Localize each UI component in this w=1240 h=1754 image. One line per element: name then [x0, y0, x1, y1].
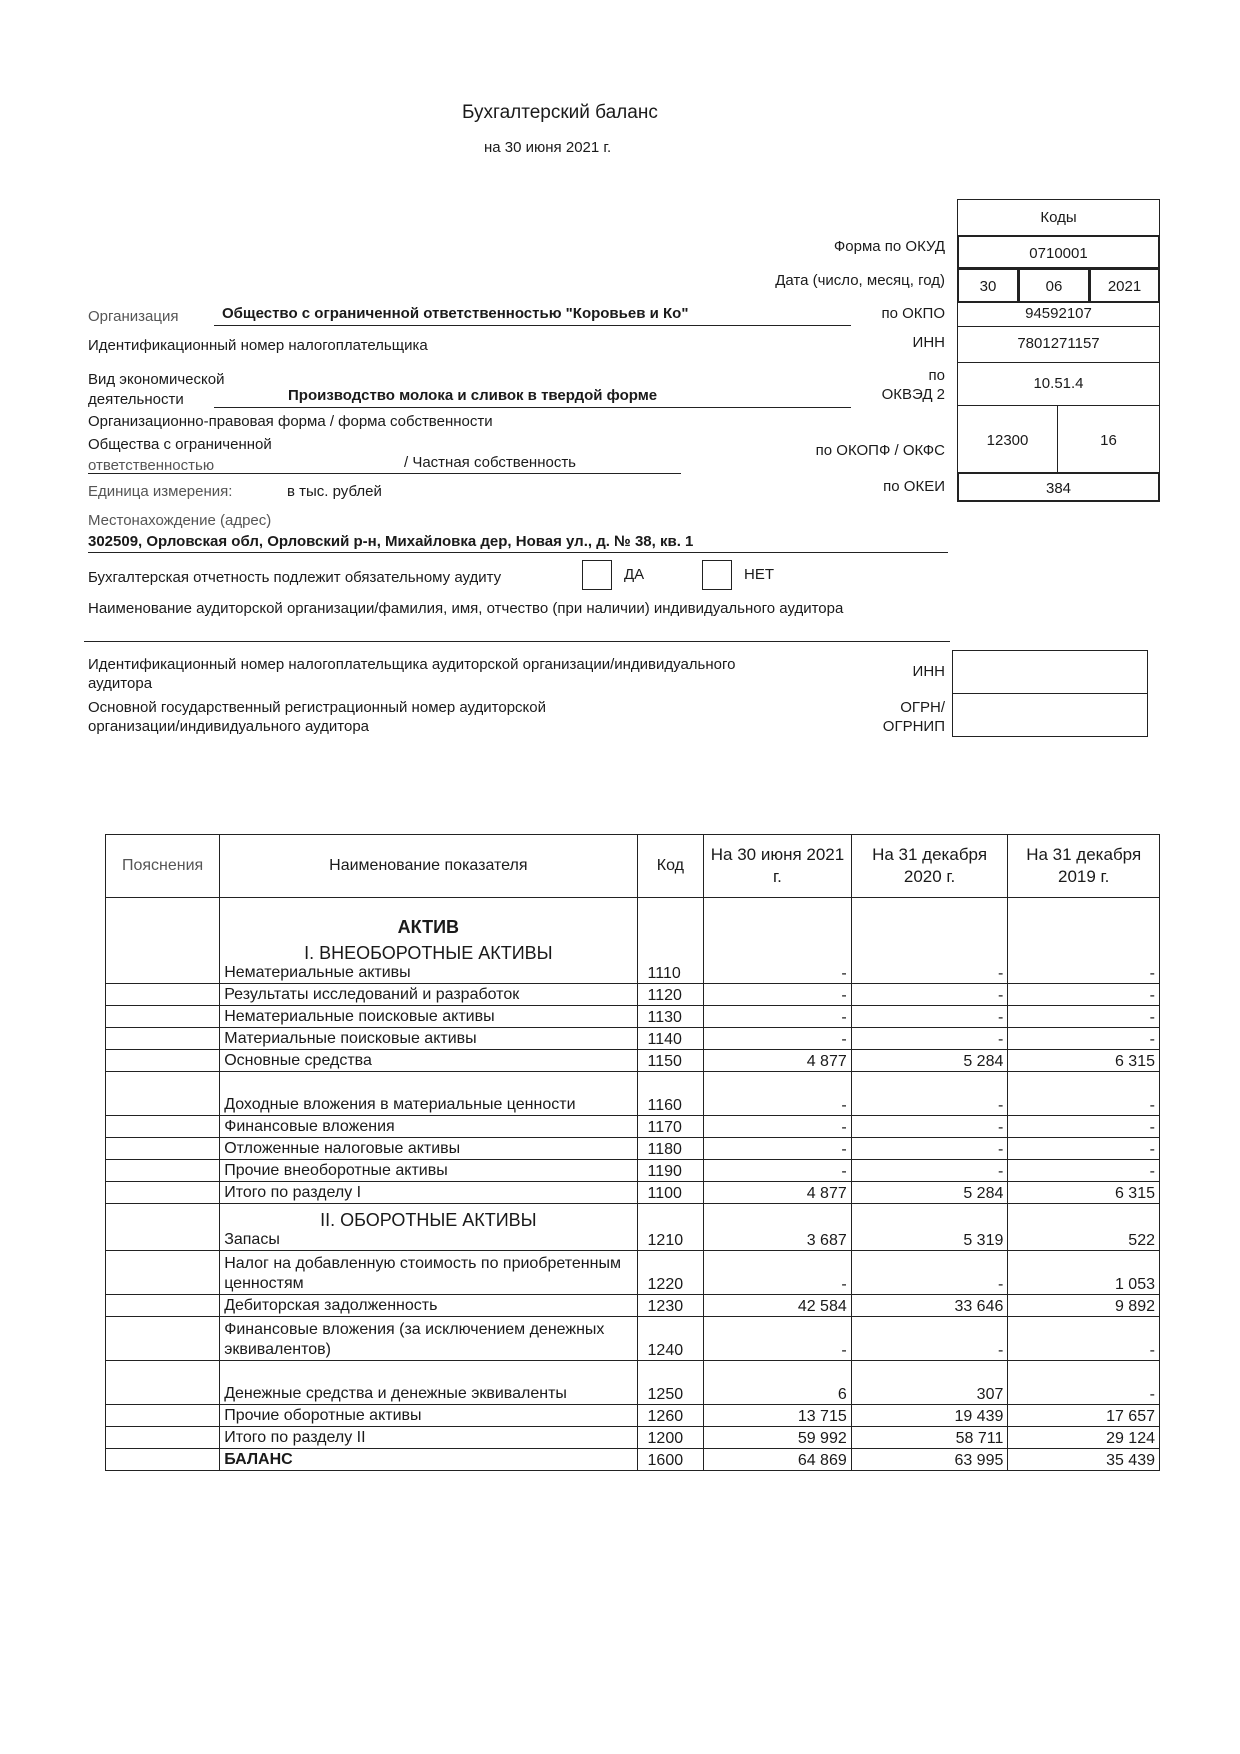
col-header-2019: На 31 декабря 2019 г.: [1008, 835, 1160, 898]
value-2020: 5 319: [851, 1204, 1008, 1251]
row-code: 1120: [637, 984, 704, 1006]
row-label: Основные средства: [224, 1052, 372, 1069]
value-2019: 1 053: [1008, 1251, 1160, 1295]
audit-yes-checkbox[interactable]: [582, 560, 612, 590]
row-label: Дебиторская задолженность: [224, 1297, 438, 1314]
org-name: Общество с ограниченной ответственностью "Коровьев и Ко": [222, 305, 689, 322]
value-2021: 6: [704, 1361, 852, 1405]
audit-yes-label: ДА: [624, 566, 645, 583]
date-day: 30: [957, 268, 1019, 303]
value-2021: -: [704, 1160, 852, 1182]
value-2020: 19 439: [851, 1405, 1008, 1427]
row-code: 1200: [637, 1427, 704, 1449]
auditor-inn-code-label: ИНН: [912, 663, 945, 680]
value-2020: -: [851, 1028, 1008, 1050]
value-2019: 29 124: [1008, 1427, 1160, 1449]
table-row: [106, 1050, 1160, 1072]
table-row: [106, 1116, 1160, 1138]
row-code: 1210: [637, 1204, 704, 1251]
date-month: 06: [1018, 268, 1090, 303]
notes-cell: [106, 1050, 220, 1072]
row-name: [220, 984, 637, 1006]
value-2021: -: [704, 1006, 852, 1028]
row-code: 1220: [637, 1251, 704, 1295]
inn-label: Идентификационный номер налогоплательщика: [88, 337, 428, 354]
inn-value: 7801271157: [957, 326, 1160, 363]
row-code: 1100: [637, 1182, 704, 1204]
codes-header: Коды: [957, 199, 1160, 236]
col-header-name: Наименование показателя: [220, 835, 637, 898]
row-name: [220, 1050, 637, 1072]
notes-cell: [106, 1072, 220, 1116]
table-row: [106, 1028, 1160, 1050]
table-row: [106, 984, 1160, 1006]
value-2019: 6 315: [1008, 1182, 1160, 1204]
ownership-value: / Частная собственность: [404, 454, 577, 471]
value-2021: -: [704, 1317, 852, 1361]
balance-table: [105, 834, 1160, 1471]
row-code: 1130: [637, 1006, 704, 1028]
value-2021: 64 869: [704, 1449, 852, 1471]
row-code: 1190: [637, 1160, 704, 1182]
value-2019: -: [1008, 1006, 1160, 1028]
value-2020: -: [851, 1317, 1008, 1361]
notes-cell: [106, 1449, 220, 1471]
table-row: [106, 1204, 1160, 1251]
okpo-label: по ОКПО: [881, 305, 945, 322]
value-2019: -: [1008, 984, 1160, 1006]
section-assets-title: АКТИВ: [397, 917, 460, 937]
row-name: [220, 1204, 637, 1251]
row-label: Прочие оборотные активы: [224, 1407, 422, 1424]
value-2020: 5 284: [851, 1182, 1008, 1204]
auditor-inn-field[interactable]: [952, 650, 1148, 694]
row-code: 1250: [637, 1361, 704, 1405]
okud-label: Форма по ОКУД: [833, 238, 945, 255]
value-2020: -: [851, 898, 1008, 984]
page-title: Бухгалтерский баланс: [462, 102, 658, 123]
value-2021: 3 687: [704, 1204, 852, 1251]
okved-value: 10.51.4: [957, 362, 1160, 406]
value-2019: -: [1008, 1072, 1160, 1116]
row-label: Итого по разделу I: [224, 1184, 362, 1201]
audit-question: Бухгалтерская отчетность подлежит обязательному аудиту: [88, 569, 502, 586]
notes-cell: [106, 1028, 220, 1050]
row-name: [220, 1116, 637, 1138]
row-name: [220, 898, 637, 984]
value-2020: -: [851, 1138, 1008, 1160]
activity-label: Вид экономической деятельности: [88, 371, 225, 408]
value-2020: -: [851, 984, 1008, 1006]
value-2021: 4 877: [704, 1050, 852, 1072]
table-row: [106, 1006, 1160, 1028]
table-row: [106, 1072, 1160, 1116]
row-code: 1230: [637, 1295, 704, 1317]
table-row: [106, 1138, 1160, 1160]
row-name: [220, 1317, 637, 1361]
row-label: Финансовые вложения (за исключением денежных эквивалентов): [224, 1321, 605, 1358]
date-label: Дата (число, месяц, год): [775, 272, 945, 289]
address-label: Местонахождение (адрес): [88, 512, 272, 529]
row-label: Денежные средства и денежные эквиваленты: [224, 1385, 567, 1402]
notes-cell: [106, 898, 220, 984]
table-row: [106, 1295, 1160, 1317]
notes-cell: [106, 984, 220, 1006]
notes-cell: [106, 1116, 220, 1138]
value-2019: -: [1008, 1361, 1160, 1405]
address-value: 302509, Орловская обл, Орловский р-н, Михайловка дер, Новая ул., д. № 38, кв. 1: [88, 533, 694, 550]
table-row: [106, 1361, 1160, 1405]
value-2021: -: [704, 1072, 852, 1116]
legal-form-label: Организационно-правовая форма / форма собственности: [88, 413, 493, 430]
row-name: [220, 1138, 637, 1160]
row-code: 1240: [637, 1317, 704, 1361]
okei-value: 384: [957, 472, 1160, 502]
notes-cell: [106, 1361, 220, 1405]
value-2021: 4 877: [704, 1182, 852, 1204]
row-code: 1140: [637, 1028, 704, 1050]
row-label: Нематериальные поисковые активы: [224, 1008, 495, 1025]
row-label: Финансовые вложения: [224, 1118, 395, 1135]
value-2020: 58 711: [851, 1427, 1008, 1449]
value-2019: -: [1008, 1028, 1160, 1050]
okved-label: по ОКВЭД 2: [881, 367, 945, 403]
row-code: 1260: [637, 1405, 704, 1427]
value-2019: 9 892: [1008, 1295, 1160, 1317]
notes-cell: [106, 1251, 220, 1295]
row-label: БАЛАНС: [224, 1451, 293, 1468]
row-label: Итого по разделу II: [224, 1429, 366, 1446]
org-label: Организация: [88, 308, 179, 325]
legal-form-value: Общества с ограниченной ответственностью: [88, 436, 272, 474]
okfs-value: 16: [1057, 405, 1160, 473]
table-row: [106, 1427, 1160, 1449]
value-2019: -: [1008, 898, 1160, 984]
value-2021: 59 992: [704, 1427, 852, 1449]
row-name: [220, 1361, 637, 1405]
activity-value: Производство молока и сливок в твердой форме: [288, 387, 658, 404]
value-2019: -: [1008, 1138, 1160, 1160]
value-2020: -: [851, 1160, 1008, 1182]
activity-underline: [214, 407, 851, 408]
value-2021: -: [704, 898, 852, 984]
row-code: 1180: [637, 1138, 704, 1160]
notes-cell: [106, 1317, 220, 1361]
row-label: Нематериальные активы: [224, 964, 411, 981]
row-name: [220, 1251, 637, 1295]
date-year: 2021: [1089, 268, 1160, 303]
value-2020: -: [851, 1116, 1008, 1138]
value-2021: -: [704, 984, 852, 1006]
table-row: [106, 898, 1160, 984]
row-name: [220, 1449, 637, 1471]
row-code: 1110: [637, 898, 704, 984]
row-code: 1170: [637, 1116, 704, 1138]
value-2020: 5 284: [851, 1050, 1008, 1072]
unit-label: Единица измерения:: [88, 483, 233, 500]
row-code: 1150: [637, 1050, 704, 1072]
auditor-ogrn-code-label: ОГРН/ ОГРНИП: [882, 699, 945, 735]
col-header-notes: Пояснения: [106, 835, 220, 898]
value-2020: -: [851, 1072, 1008, 1116]
audit-no-label: НЕТ: [744, 566, 774, 583]
okopf-label: по ОКОПФ / ОКФС: [815, 442, 945, 459]
notes-cell: [106, 1295, 220, 1317]
value-2021: -: [704, 1251, 852, 1295]
col-header-2021: На 30 июня 2021 г.: [704, 835, 852, 898]
col-header-code: Код: [637, 835, 704, 898]
auditor-name-underline: [84, 641, 950, 642]
okei-label: по ОКЕИ: [883, 478, 945, 495]
row-name: [220, 1160, 637, 1182]
okopf-value: 12300: [957, 405, 1058, 473]
table-row: [106, 1317, 1160, 1361]
row-name: [220, 1405, 637, 1427]
row-name: [220, 1006, 637, 1028]
row-code: 1160: [637, 1072, 704, 1116]
value-2021: -: [704, 1028, 852, 1050]
row-label: Доходные вложения в материальные ценности: [224, 1096, 576, 1113]
value-2019: -: [1008, 1317, 1160, 1361]
ownership-underline: [88, 473, 681, 474]
notes-cell: [106, 1160, 220, 1182]
org-name-underline: [214, 325, 851, 326]
table-header-row: [106, 835, 1160, 898]
row-label: Материальные поисковые активы: [224, 1030, 477, 1047]
value-2020: -: [851, 1006, 1008, 1028]
row-name: [220, 1427, 637, 1449]
row-label: Прочие внеоборотные активы: [224, 1162, 448, 1179]
section-2-title: II. ОБОРОТНЫЕ АКТИВЫ: [320, 1210, 537, 1230]
notes-cell: [106, 1138, 220, 1160]
col-header-2020: На 31 декабря 2020 г.: [851, 835, 1008, 898]
table-row: [106, 1405, 1160, 1427]
row-label: Запасы: [224, 1231, 280, 1248]
notes-cell: [106, 1204, 220, 1251]
row-name: [220, 1182, 637, 1204]
row-name: [220, 1295, 637, 1317]
row-name: [220, 1028, 637, 1050]
notes-cell: [106, 1006, 220, 1028]
value-2021: -: [704, 1116, 852, 1138]
notes-cell: [106, 1182, 220, 1204]
table-row: [106, 1182, 1160, 1204]
address-underline: [88, 552, 948, 553]
unit-value: в тыс. рублей: [287, 483, 382, 500]
value-2019: -: [1008, 1116, 1160, 1138]
notes-cell: [106, 1405, 220, 1427]
value-2021: 42 584: [704, 1295, 852, 1317]
report-date: на 30 июня 2021 г.: [484, 139, 612, 156]
auditor-inn-label: Идентификационный номер налогоплательщика аудиторской организации/индивидуального аудитора: [88, 656, 736, 692]
auditor-ogrn-field[interactable]: [952, 693, 1148, 737]
value-2019: 17 657: [1008, 1405, 1160, 1427]
row-code: 1600: [637, 1449, 704, 1471]
value-2021: -: [704, 1138, 852, 1160]
inn-code-label: ИНН: [912, 334, 945, 351]
okpo-value: 94592107: [957, 302, 1160, 327]
value-2020: 63 995: [851, 1449, 1008, 1471]
auditor-name-label: Наименование аудиторской организации/фамилия, имя, отчество (при наличии) индивидуального аудитора: [88, 600, 844, 617]
value-2019: 6 315: [1008, 1050, 1160, 1072]
audit-no-checkbox[interactable]: [702, 560, 732, 590]
value-2019: 522: [1008, 1204, 1160, 1251]
row-label: Результаты исследований и разработок: [224, 986, 520, 1003]
table-row: [106, 1449, 1160, 1471]
value-2020: 307: [851, 1361, 1008, 1405]
row-label: Отложенные налоговые активы: [224, 1140, 461, 1157]
value-2019: 35 439: [1008, 1449, 1160, 1471]
row-name: [220, 1072, 637, 1116]
auditor-ogrn-label: Основной государственный регистрационный номер аудиторской организации/индивидуального аудитора: [88, 699, 546, 735]
section-1-title: I. ВНЕОБОРОТНЫЕ АКТИВЫ: [304, 943, 553, 963]
okud-value: 0710001: [957, 235, 1160, 269]
value-2019: -: [1008, 1160, 1160, 1182]
value-2020: 33 646: [851, 1295, 1008, 1317]
table-row: [106, 1251, 1160, 1295]
table-row: [106, 1160, 1160, 1182]
value-2021: 13 715: [704, 1405, 852, 1427]
row-label: Налог на добавленную стоимость по приобретенным ценностям: [224, 1255, 621, 1292]
value-2020: -: [851, 1251, 1008, 1295]
notes-cell: [106, 1427, 220, 1449]
